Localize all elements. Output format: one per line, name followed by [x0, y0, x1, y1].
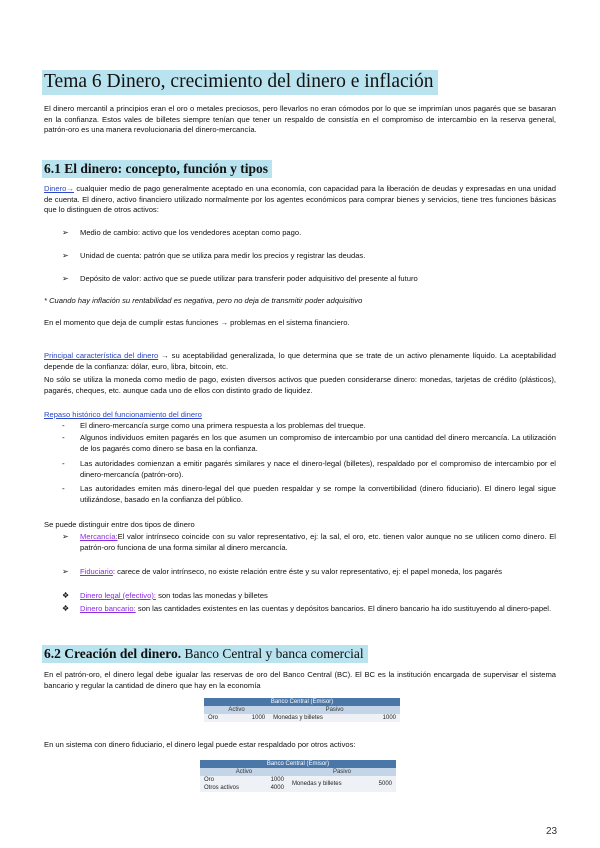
inflation-note: * Cuando hay inflación su rentabilidad es negativa, pero no deja de transmitir poder adquisitivo: [44, 296, 363, 305]
table-title: Banco Central (Emisor): [204, 698, 400, 706]
dash-bullet: -: [62, 433, 65, 442]
type-fiduciario-term[interactable]: Fiduciario: [80, 567, 113, 576]
subtype-bancario-text: son las cantidades existentes en las cuentas y depósitos bancarios. El dinero bancario ha ido sustituyendo al dinero-papel.: [135, 604, 552, 613]
type-fiduciario: [80, 567, 556, 578]
subtype-legal: [80, 591, 556, 602]
table-col-pasivo: Pasivo: [269, 706, 400, 714]
subtype-legal-term[interactable]: Dinero legal (efectivo):: [80, 591, 156, 600]
type-mercancia-text: El valor intrínseco coincide con su valor representativo, ej: la sal, el oro, etc. tienen valor aunque no se utilicen como dinero. El patrón-oro funciona de una forma similar al dinero mercancía.: [80, 532, 556, 552]
main-characteristic-paragraph: [44, 351, 556, 372]
main-characteristic-term[interactable]: Principal característica del dinero: [44, 351, 159, 360]
history-item: Las autoridades comienzan a emitir pagarés similares y nace el dinero-legal (billetes), respaldado por el compromiso de intercambio por el dinero-mercancía (patrón-oro).: [80, 459, 556, 479]
function-item: Depósito de valor: activo que se puede utilizar para transferir poder adquisitivo del presente al futuro: [80, 274, 418, 283]
central-bank-table-1: [204, 698, 400, 722]
table-cell: Oro: [204, 777, 215, 783]
table-cell: Monedas y billetes: [291, 781, 342, 787]
dash-bullet: -: [62, 421, 65, 430]
table-cell: 1000: [251, 715, 266, 721]
page-number: 23: [546, 826, 558, 837]
arrow-bullet-icon: ➢: [62, 532, 69, 541]
central-bank-table-2: [200, 760, 396, 792]
section-heading-6-2: [42, 645, 368, 663]
assets-paragraph: No sólo se utiliza la moneda como medio de pago, existen diversos activos que pueden considerarse dinero: monedas, tarjetas de crédito (plásticos), pagarés, cheques, etc. aunque cada uno de ellos con distinto grado de liquidez.: [44, 375, 556, 395]
gold-standard-paragraph: En el patrón-oro, el dinero legal debe igualar las reservas de oro del Banco Central (BC). El BC es la institución encargada de supervisar el sistema bancario y regular la cantidad de dinero que hay en la economía: [44, 670, 556, 690]
table-cell: Monedas y billetes: [273, 715, 323, 721]
section-heading-6-2-bold: 6.2 Creación del dinero.: [44, 646, 182, 661]
type-mercancia: [80, 532, 556, 553]
diamond-bullet-icon: ❖: [62, 591, 70, 600]
diamond-bullet-icon: ❖: [62, 604, 70, 613]
table-col-pasivo: Pasivo: [288, 768, 396, 776]
history-title[interactable]: Repaso histórico del funcionamiento del dinero: [44, 410, 202, 419]
page-title: Tema 6 Dinero, crecimiento del dinero e inflación: [42, 70, 438, 95]
fiduciary-paragraph: En un sistema con dinero fiduciario, el dinero legal puede estar respaldado por otros activos:: [44, 740, 356, 749]
history-item: Las autoridades emiten más dinero-legal del que pueden respaldar y se rompe la convertibilidad (dinero fiduciario). El dinero legal sigue utilizándose, basado en la confianza del público.: [80, 484, 556, 504]
subtype-bancario: [80, 604, 556, 615]
table-cell: 5000: [378, 781, 392, 787]
table-cell: 1000: [270, 777, 284, 783]
history-item: El dinero-mercancía surge como una primera respuesta a los problemas del trueque.: [80, 421, 366, 430]
definition-paragraph: [44, 184, 556, 216]
table-title: Banco Central (Emisor): [200, 760, 396, 768]
arrow-bullet-icon: ➢: [62, 567, 69, 576]
table-col-activo: Activo: [204, 706, 269, 714]
type-fiduciario-text: : carece de valor intrínseco, no existe relación entre éste y su valor representativo, ej: el papel moneda, los pagarés: [112, 567, 503, 576]
type-mercancia-term[interactable]: Mercancía:: [80, 532, 118, 541]
definition-term[interactable]: Dinero→: [44, 184, 74, 193]
table-cell: 1000: [382, 715, 396, 721]
definition-text: cualquier medio de pago generalmente aceptado en una economía, con capacidad para la liberación de deudas y expresadas en una unidad de cuenta. El dinero, activo financiero utilizado normalmente por los agentes económicos para comprar bienes y servicios, tiene tres funciones básicas que lo distinguen de otros activos:: [44, 184, 556, 215]
intro-paragraph: El dinero mercantil a principios eran el oro o metales preciosos, pero llevarlos no eran cómodos por lo que se imprimían unos pagarés que se basaran en la confianza. Estos vales de billetes siempre tenían que tener un respaldo de consistía en el compromiso de intercambio en la reserva general, patrón-oro es una manera revolucionaria del dinero-mercancía.: [44, 104, 556, 135]
main-characteristic-text: → su aceptabilidad generalizada, lo que determina que se trate de un activo plenamente líquido. La aceptabilidad depende de la confianza: dólar, euro, libra, bitcoin, etc.: [44, 351, 556, 371]
types-intro: Se puede distinguir entre dos tipos de dinero: [44, 520, 195, 529]
dash-bullet: -: [62, 459, 65, 468]
section-heading-6-1: 6.1 El dinero: concepto, función y tipos: [42, 160, 272, 178]
arrow-bullet-icon: ➢: [62, 274, 69, 283]
subtype-legal-text: son todas las monedas y billetes: [155, 591, 268, 600]
table-cell: 4000: [270, 785, 284, 791]
subtype-bancario-term[interactable]: Dinero bancario:: [80, 604, 136, 613]
table-cell: Otros activos: [204, 785, 240, 791]
section-heading-6-2-light: Banco Central y banca comercial: [181, 646, 364, 661]
table-cell: Oro: [208, 715, 219, 721]
arrow-bullet-icon: ➢: [62, 228, 69, 237]
dash-bullet: -: [62, 484, 65, 493]
consequence-text: En el momento que deja de cumplir estas funciones → problemas en el sistema financiero.: [44, 318, 350, 327]
function-item: Unidad de cuenta: patrón que se utiliza para medir los precios y registrar las deudas.: [80, 251, 366, 260]
history-title-line: [44, 410, 556, 421]
function-item: Medio de cambio: activo que los vendedores aceptan como pago.: [80, 228, 302, 237]
history-item: Algunos individuos emiten pagarés en los que asumen un compromiso de intercambio por una cantidad del dinero mercancía. La utilización de los pagarés como dinero se basa en la confianza.: [80, 433, 556, 453]
table-col-activo: Activo: [200, 768, 288, 776]
arrow-bullet-icon: ➢: [62, 251, 69, 260]
